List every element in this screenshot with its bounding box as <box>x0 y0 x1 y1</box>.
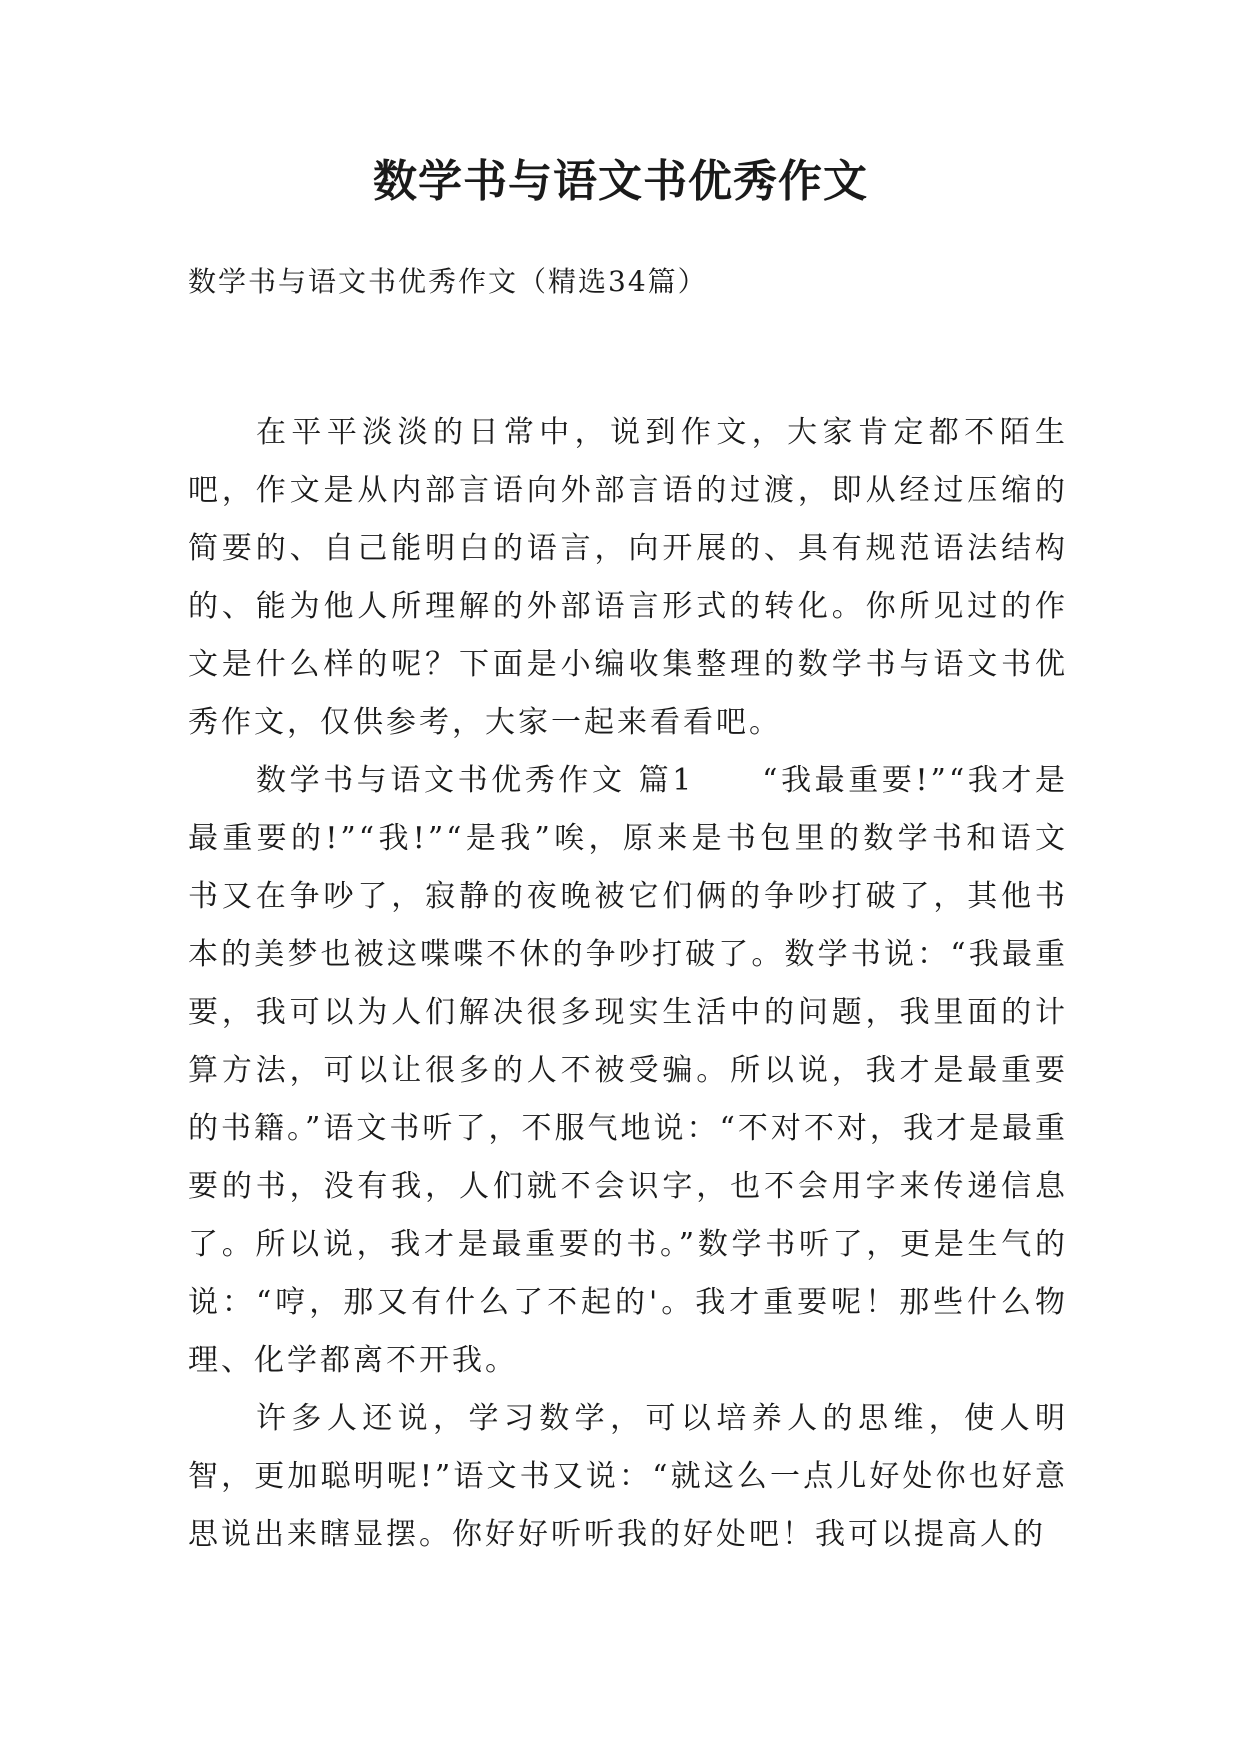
paragraph-essay-1: 数学书与语文书优秀作文 篇1 “我最重要!”“我才是最重要的!”“我!”“是我”唉，原来是书包里的数学书和语文书又在争吵了，寂静的夜晚被它们俩的争吵打破了，其他书本的美梦也被这喋喋不休的争吵打破了。数学书说：“我最重要，我可以为人们解决很多现实生活中的问题，我里面的计算方法，可以让很多的人不被受骗。所以说，我才是最重要的书籍。”语文书听了，不服气地说：“不对不对，我才是最重要的书，没有我，人们就不会识字，也不会用字来传递信息了。所以说，我才是最重要的书。”数学书听了，更是生气的说：“哼，那又有什么了不起的'。我才重要呢！那些什么物理、化学都离不开我。 <box>188 763 1068 1378</box>
paragraph-essay-1-cont: 许多人还说，学习数学，可以培养人的思维，使人明智，更加聪明呢!”语文书又说：“就这么一点儿好处你也好意思说出来瞎显摆。你好好听听我的好处吧！我可以提高人的 <box>188 1401 1068 1552</box>
document-subtitle: 数学书与语文书优秀作文（精选34篇） <box>188 265 708 298</box>
paragraph-intro: 在平平淡淡的日常中，说到作文，大家肯定都不陌生吧，作文是从内部言语向外部言语的过渡，即从经过压缩的简要的、自己能明白的语言，向开展的、具有规范语法结构的、能为他人所理解的外部语言形式的转化。你所见过的作文是什么样的呢？下面是小编收集整理的数学书与语文书优秀作文，仅供参考，大家一起来看看吧。 <box>188 415 1068 740</box>
document-title: 数学书与语文书优秀作文 <box>373 156 868 207</box>
document-body <box>188 404 1068 1564</box>
